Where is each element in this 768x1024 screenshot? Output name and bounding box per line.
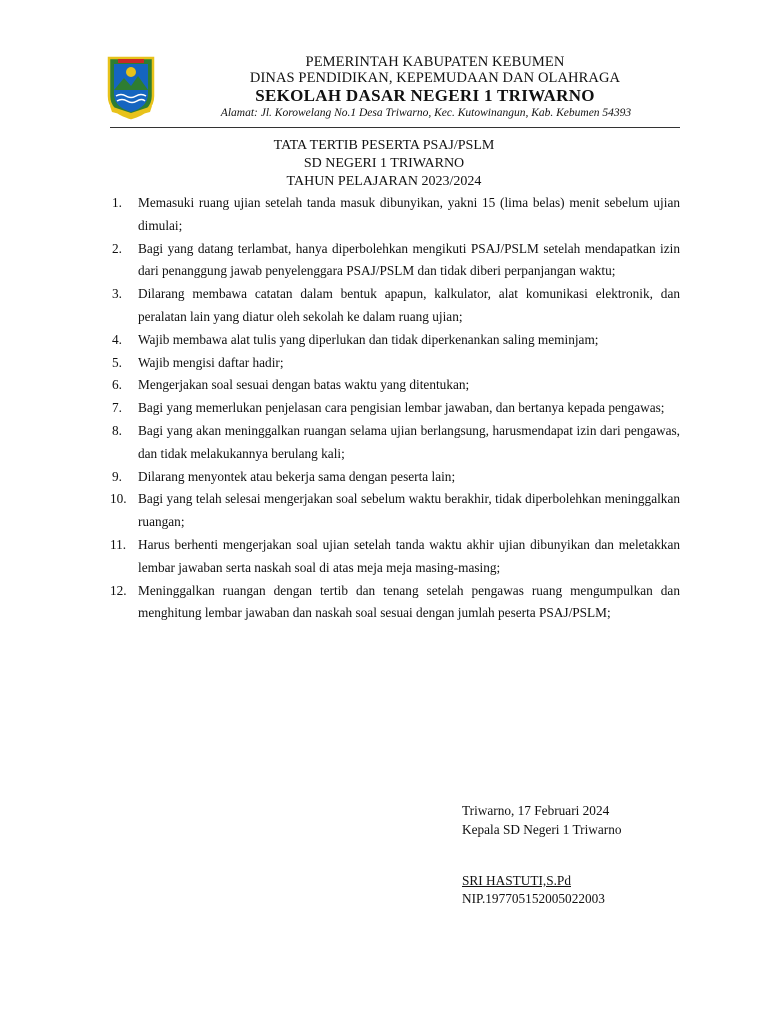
rule-item bbox=[108, 397, 680, 420]
signature-place-date: Triwarno, 17 Februari 2024 bbox=[462, 803, 610, 818]
rule-text: Bagi yang datang terlambat, hanya diperbolehkan mengikuti PSAJ/PSLM setelah mendapatkan izin dari penanggung jawab penyelenggara PSAJ/PSLM dan tidak diberi perpanjangan waktu; bbox=[138, 240, 680, 279]
signature-nip: NIP.197705152005022003 bbox=[462, 891, 605, 906]
rules-list bbox=[108, 192, 680, 625]
rule-number: 4. bbox=[112, 331, 122, 347]
rule-number: 11. bbox=[110, 536, 127, 552]
rule-text: Wajib membawa alat tulis yang diperlukan dan tidak diperkenankan saling meminjam; bbox=[138, 331, 599, 347]
rule-item bbox=[108, 580, 680, 626]
rule-item bbox=[108, 488, 680, 534]
document-subtitle-school: SD NEGERI 1 TRIWARNO bbox=[303, 156, 465, 171]
rule-number: 5. bbox=[112, 354, 122, 370]
rule-text: Wajib mengisi daftar hadir; bbox=[138, 354, 284, 370]
rule-item bbox=[108, 352, 680, 375]
rule-item bbox=[108, 466, 680, 489]
rule-item bbox=[108, 374, 680, 397]
rule-number: 10. bbox=[110, 491, 127, 507]
rule-number: 12. bbox=[110, 582, 127, 598]
signature-name: SRI HASTUTI,S.Pd bbox=[462, 873, 571, 888]
kebumen-regency-emblem-icon bbox=[106, 56, 156, 120]
letterhead-divider bbox=[110, 127, 680, 128]
rule-number: 1. bbox=[112, 195, 122, 210]
rule-item bbox=[108, 238, 680, 284]
rule-item bbox=[108, 420, 680, 466]
rule-text: Memasuki ruang ujian setelah tanda masuk dibunyikan, yakni 15 (lima belas) menit sebelum ujian dimulai; bbox=[138, 195, 680, 233]
rule-text: Bagi yang akan meninggalkan ruangan selama ujian berlangsung, harusmendapat izin dari pengawas, dan tidak melakukannya berulang kali; bbox=[138, 422, 680, 461]
rule-number: 9. bbox=[112, 468, 122, 484]
rule-text: Meninggalkan ruangan dengan tertib dan tenang setelah pengawas ruang mengumpulkan dan menghitung lembar jawaban dan naskah soal sesuai dengan jumlah peserta PSAJ/PSLM; bbox=[138, 582, 680, 621]
letterhead-agency-line: DINAS PENDIDIKAN, KEPEMUDAAN DAN OLAHRAGA bbox=[249, 70, 621, 86]
rule-number: 7. bbox=[112, 400, 122, 416]
letterhead-address: Alamat: Jl. Korowelang No.1 Desa Triwarno, Kec. Kutowinangun, Kab. Kebumen 54393 bbox=[220, 107, 632, 119]
rule-number: 6. bbox=[112, 377, 122, 393]
rule-text: Bagi yang memerlukan penjelasan cara pengisian lembar jawaban, dan bertanya kepada pengawas; bbox=[138, 400, 665, 416]
rule-number: 2. bbox=[112, 240, 122, 256]
rule-text: Harus berhenti mengerjakan soal ujian setelah tanda waktu akhir ujian dibunyikan dan meletakkan lembar jawaban serta naskah soal di atas meja meja masing-masing; bbox=[138, 536, 680, 575]
rule-text: Mengerjakan soal sesuai dengan batas waktu yang ditentukan; bbox=[138, 377, 470, 393]
rule-item bbox=[108, 192, 680, 238]
rule-item bbox=[108, 283, 680, 329]
rule-text: Dilarang membawa catatan dalam bentuk apapun, kalkulator, alat komunikasi elektronik, dan peralatan lain yang diatur oleh sekolah ke dalam ruang ujian; bbox=[138, 286, 680, 324]
rule-text: Bagi yang telah selesai mengerjakan soal sebelum waktu berakhir, tidak diperbolehkan meninggalkan ruangan; bbox=[138, 491, 680, 530]
document-title: TATA TERTIB PESERTA PSAJ/PSLM bbox=[273, 138, 495, 153]
rule-number: 8. bbox=[112, 422, 122, 438]
signature-role: Kepala SD Negeri 1 Triwarno bbox=[462, 822, 622, 837]
letterhead-government-line: PEMERINTAH KABUPATEN KEBUMEN bbox=[305, 54, 565, 70]
letterhead-school-name: SEKOLAH DASAR NEGERI 1 TRIWARNO bbox=[255, 86, 595, 105]
rule-text: Dilarang menyontek atau bekerja sama dengan peserta lain; bbox=[138, 468, 456, 484]
rule-number: 3. bbox=[112, 286, 122, 302]
rule-item bbox=[108, 329, 680, 352]
rule-item bbox=[108, 534, 680, 580]
document-subtitle-year: TAHUN PELAJARAN 2023/2024 bbox=[286, 174, 482, 189]
